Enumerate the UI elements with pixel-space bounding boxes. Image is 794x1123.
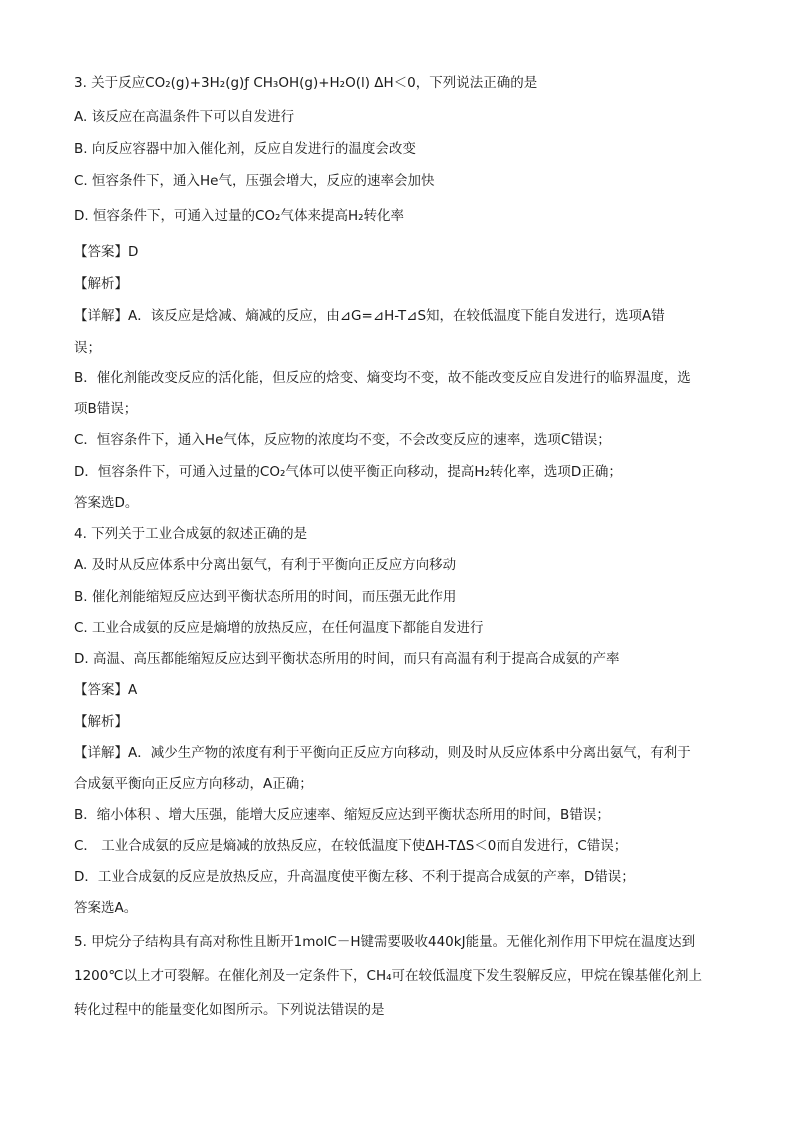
q3-analysis-line: 答案选D。 xyxy=(74,495,139,511)
q3-option-b: B. 向反应容器中加入催化剂，反应自发进行的温度会改变 xyxy=(74,141,416,157)
q4-option-b: B. 催化剂能缩短反应达到平衡状态所用的时间，而压强无此作用 xyxy=(74,589,457,605)
q4-option-c: C. 工业合成氨的反应是熵增的放热反应，在任何温度下都能自发进行 xyxy=(74,620,484,636)
q3-analysis-line: 项B错误； xyxy=(74,401,138,417)
q3-analysis-heading: 【解析】 xyxy=(74,276,128,292)
q5-stem-line: 转化过程中的能量变化如图所示。下列说法错误的是 xyxy=(74,1002,385,1018)
q3-stem: 3. 关于反应CO₂(g)+3H₂(g)ƒ CH₃OH(g)+H₂O(l) ΔH＜0，下列说法正确的是 xyxy=(74,75,538,91)
q4-analysis-line: 答案选A。 xyxy=(74,900,138,916)
q3-analysis-line: 【详解】A．该反应是焓减、熵减的反应，由⊿G=⊿H-T⊿S知，在较低温度下能自发进行，选项A错 xyxy=(74,308,665,324)
q3-analysis-line: B．催化剂能改变反应的活化能，但反应的焓变、熵变均不变，故不能改变反应自发进行的临界温度，选 xyxy=(74,370,691,386)
q4-analysis-line: D．工业合成氨的反应是放热反应，升高温度使平衡左移、不利于提高合成氨的产率，D错误； xyxy=(74,869,635,885)
q4-option-d: D. 高温、高压都能缩短反应达到平衡状态所用的时间，而只有高温有利于提高合成氨的产率 xyxy=(74,651,620,667)
q4-analysis-line: C． 工业合成氨的反应是熵减的放热反应，在较低温度下使ΔH-TΔS＜0而自发进行，C错误； xyxy=(74,838,628,854)
q3-option-d: D. 恒容条件下，可通入过量的CO₂气体来提高H₂转化率 xyxy=(74,208,405,224)
q5-stem-line: 1200℃以上才可裂解。在催化剂及一定条件下，CH₄可在较低温度下发生裂解反应，甲烷在镍基催化剂上 xyxy=(74,968,703,984)
q3-analysis-line: D．恒容条件下，可通入过量的CO₂气体可以使平衡正向移动，提高H₂转化率，选项D正确； xyxy=(74,464,622,480)
q4-option-a: A. 及时从反应体系中分离出氨气，有利于平衡向正反应方向移动 xyxy=(74,557,457,573)
q3-answer: 【答案】D xyxy=(74,244,139,260)
q4-stem: 4. 下列关于工业合成氨的叙述正确的是 xyxy=(74,526,308,542)
q3-analysis-line: 误； xyxy=(74,340,101,356)
q4-analysis-line: 【详解】A．减少生产物的浓度有利于平衡向正反应方向移动，则及时从反应体系中分离出氨气，有利于 xyxy=(74,745,691,761)
q4-analysis-heading: 【解析】 xyxy=(74,714,128,730)
q3-option-a: A. 该反应在高温条件下可以自发进行 xyxy=(74,109,295,125)
q4-analysis-line: 合成氨平衡向正反应方向移动，A正确； xyxy=(74,776,313,792)
q3-option-c: C. 恒容条件下，通入He气，压强会增大，反应的速率会加快 xyxy=(74,173,435,189)
q5-stem-line: 5. 甲烷分子结构具有高对称性且断开1molC－H键需要吸收440kJ能量。无催化剂作用下甲烷在温度达到 xyxy=(74,934,696,950)
q4-analysis-line: B．缩小体积 、增大压强，能增大反应速率、缩短反应达到平衡状态所用的时间，B错误； xyxy=(74,807,610,823)
q4-answer: 【答案】A xyxy=(74,682,138,698)
q3-analysis-line: C．恒容条件下，通入He气体，反应物的浓度均不变，不会改变反应的速率，选项C错误； xyxy=(74,432,611,448)
